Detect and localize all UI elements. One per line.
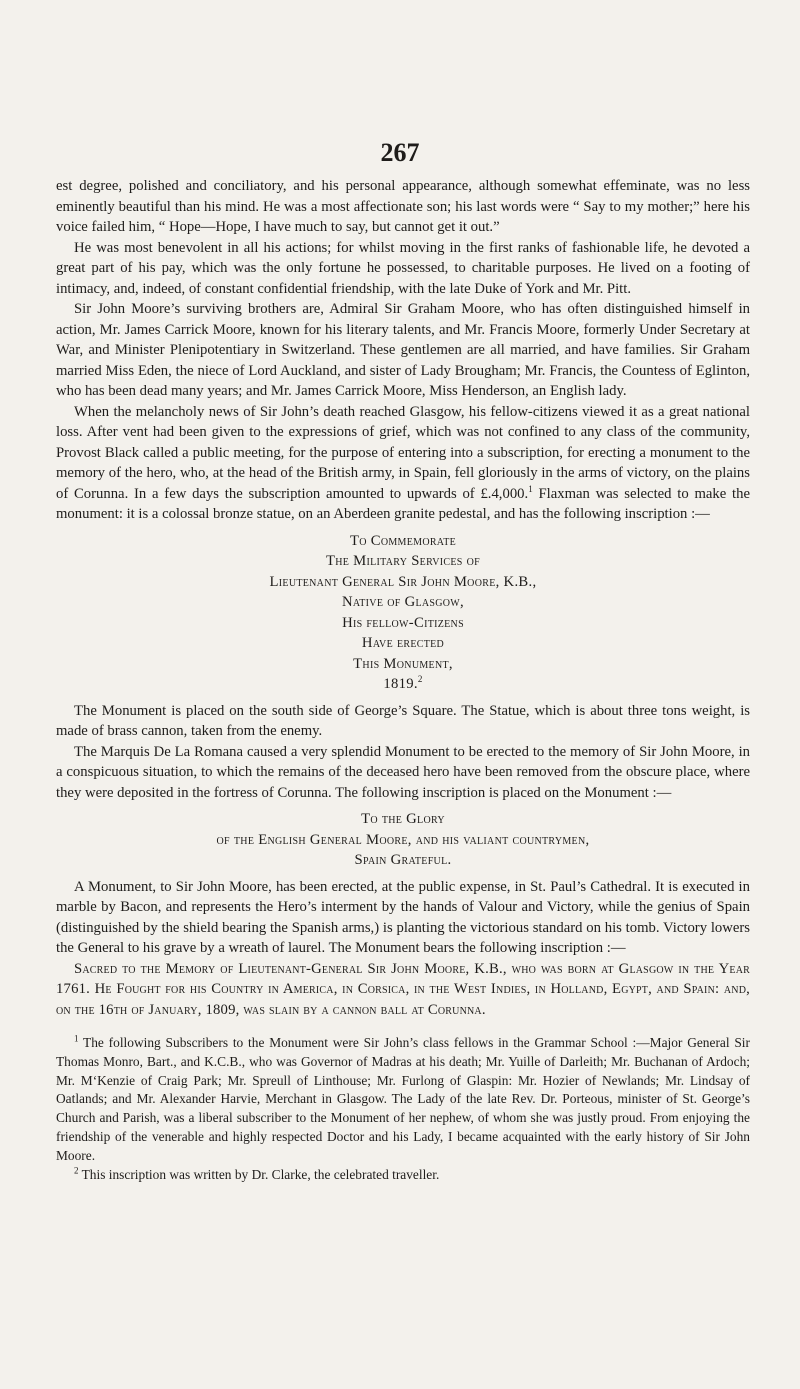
inscription-line: The Military Services of [325, 553, 481, 569]
paragraph: est degree, polished and conciliatory, and his personal appearance, although somewhat effeminate, was no less eminently beautiful than his mind. He was a most affectionate son; his last words were “ Say to my mother;” here his voice failed him, “ Hope—Hope, I have much to say, but cannot get it out.” [56, 178, 750, 235]
paragraph: The Monument is placed on the south side of George’s Square. The Statue, which is about three tons weight, is made of brass cannon, taken from the enemy. [56, 702, 750, 739]
inscription-line: This Monument, [353, 655, 453, 672]
inscription-line: Spain Grateful. [354, 852, 452, 868]
inscription-corunna [56, 809, 750, 871]
paragraph: A Monument, to Sir John Moore, has been erected, at the public expense, in St. Paul’s Cathedral. It is executed in marble by Bacon, and represents the Hero’s interment by the hands of Valour and Victory, while the genius of Spain (distinguished by the shield bearing the Spanish arms,) is planting the victorious standard on his tomb. Victory lowers the General to his grave by a wreath of laurel. The Monument bears the following inscription :— [56, 878, 750, 956]
footnote-text: The following Subscribers to the Monument were Sir John’s class fellows in the Grammar School :—Major General Sir Thomas Monro, Bart., and K.C.B., who was Governor of Madras at his death; Mr. Yuille of Darleith; Mr. Buchanan of Ardoch; Mr. M‘Kenzie of Craig Park; Mr. Spreull of Linthouse; Mr. Furlong of Glaspin: Mr. Hozier of Newlands; Mr. Lindsay of Oatlands; and Mr. Alexander Harvie, Merchant in Glasgow. The Lady of the late Rev. Dr. Porteous, minister of St. George’s Church and Parish, was a liberal subscriber to the Monument of her nephew, of whom she was justly proud. From enjoying the friendship of the venerable and highly respected Doctor and his Lady, I became acquainted with the early history of Sir John Moore. [56, 1035, 750, 1163]
inscription-line: Have erected [361, 635, 445, 651]
footnote [56, 1166, 750, 1185]
inscription-line: To Commemorate [349, 532, 457, 549]
footnote-text: This inscription was written by Dr. Clarke, the celebrated traveller. [78, 1166, 440, 1182]
footnotes [56, 1034, 750, 1184]
footnote [56, 1034, 750, 1166]
paragraph: The Marquis De La Romana caused a very splendid Monument to be erected to the memory of Sir John Moore, in a conspicuous situation, to which the remains of the deceased hero have been removed from the obscure place, where they were deposited in the fortress of Corunna. The following inscription is placed on the Monument :— [56, 743, 750, 801]
inscription-st-pauls: Sacred to the Memory of Lieutenant-General Sir John Moore, K.B., who was born at Glasgow in the Year 1761. He Fought for his Country in America, in Corsica, in the West Indies, in Holland, Egypt, and Spain: and, on the 16th of January, 1809, was slain by a cannon ball at Corunna. [56, 960, 750, 1018]
page-number: 267 [380, 138, 420, 167]
footnote-marker: 2 [417, 674, 423, 685]
paragraph-text: When the melancholy news of Sir John’s death reached Glasgow, his fellow-citizens viewed it as a great national loss. After vent had been given to the expressions of grief, which was not confined to any class of the community, Provost Black called a public meeting, for the purpose of entering into a subscription, for erecting a monument to the memory of the hero, who, at the head of the British army, in Spain, fell gloriously in the arms of victory, on the plains of Corunna. In a few days the subscription amounted to upwards of £.4,000. [56, 403, 750, 502]
inscription-year: 1819. [383, 676, 418, 692]
paragraph: He was most benevolent in all his actions; for whilst moving in the first ranks of fashionable life, he devoted a great part of his pay, which was the only fortune he possessed, to charitable purposes. He lived on a footing of intimacy, and, indeed, of constant confidential friendship, with the late Duke of York and Mr. Pitt. [56, 239, 750, 297]
footnote-marker: 1 [74, 1033, 79, 1044]
inscription-line: To the Glory [361, 811, 445, 827]
paragraph-text: Flaxman was selected to make the monument: it is a colossal bronze statue, on an Aberdeen granite pedestal, and has the following inscription :— [56, 485, 750, 522]
inscription-line: of the English General Moore, and his valiant countrymen, [216, 831, 590, 848]
inscription-glasgow [56, 531, 750, 695]
page-body [56, 176, 750, 1184]
inscription-line: Native of Glasgow, [341, 594, 465, 610]
inscription-line: His fellow-Citizens [342, 614, 464, 631]
footnote-marker: 2 [74, 1165, 79, 1176]
inscription-year-line [56, 674, 750, 695]
inscription-line: Lieutenant General Sir John Moore, K.B., [269, 573, 537, 590]
paragraph [56, 402, 750, 525]
paragraph: Sir John Moore’s surviving brothers are, Admiral Sir Graham Moore, who has often distinguished himself in action, Mr. James Carrick Moore, known for his literary talents, and Mr. Francis Moore, formerly Under Secretary at War, and Minister Plenipotentiary in Switzerland. These gentlemen are all married, and have families. Sir Graham married Miss Eden, the niece of Lord Auckland, and sister of Lady Brougham; Mr. Francis, the Countess of Eglinton, who has been dead many years; and Mr. James Carrick Moore, Miss Henderson, an English lady. [56, 301, 750, 399]
footnote-marker: 1 [528, 483, 533, 494]
